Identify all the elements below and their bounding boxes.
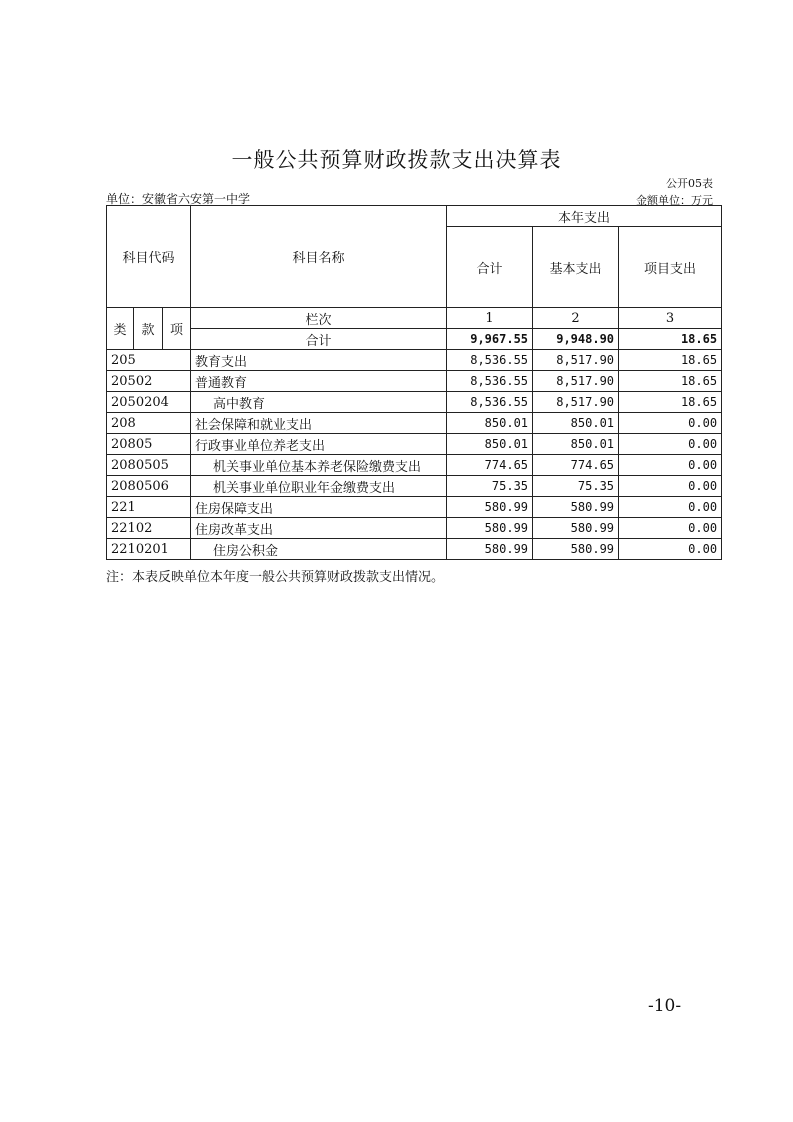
row-basic: 580.99 [533, 518, 619, 539]
header-subject-code: 科目代码 [107, 206, 191, 308]
row-code: 221 [107, 497, 191, 518]
table-row [107, 392, 722, 413]
row-project: 0.00 [619, 497, 722, 518]
header-column-seq: 栏次 [191, 308, 447, 329]
row-name: 行政事业单位养老支出 [191, 434, 447, 455]
row-name: 高中教育 [191, 392, 447, 413]
row-name: 社会保障和就业支出 [191, 413, 447, 434]
table-note: 注：本表反映单位本年度一般公共预算财政拨款支出情况。 [106, 570, 445, 585]
header-lei: 类 [107, 308, 134, 350]
unit-label: 单位：安徽省六安第一中学 [106, 192, 251, 206]
row-project: 0.00 [619, 476, 722, 497]
row-project: 18.65 [619, 371, 722, 392]
header-col-1: 1 [447, 308, 533, 329]
total-row-label: 合计 [191, 329, 447, 350]
row-total: 8,536.55 [447, 392, 533, 413]
header-total: 合计 [447, 227, 533, 308]
row-code: 208 [107, 413, 191, 434]
header-col-3: 3 [619, 308, 722, 329]
row-total: 580.99 [447, 518, 533, 539]
row-basic: 850.01 [533, 413, 619, 434]
row-basic: 8,517.90 [533, 350, 619, 371]
header-subject-name: 科目名称 [191, 206, 447, 308]
row-code: 2050204 [107, 392, 191, 413]
row-name: 机关事业单位职业年金缴费支出 [191, 476, 447, 497]
row-project: 0.00 [619, 518, 722, 539]
row-code: 20502 [107, 371, 191, 392]
row-project: 0.00 [619, 413, 722, 434]
row-total: 8,536.55 [447, 371, 533, 392]
row-basic: 774.65 [533, 455, 619, 476]
table-row [107, 539, 722, 560]
amount-unit-label: 金额单位：万元 [636, 194, 713, 207]
page-number: -10- [648, 996, 682, 1016]
row-basic: 850.01 [533, 434, 619, 455]
header-project: 项目支出 [619, 227, 722, 308]
page-title: 一般公共预算财政拨款支出决算表 [231, 148, 562, 172]
row-total: 850.01 [447, 413, 533, 434]
row-code: 2080506 [107, 476, 191, 497]
row-code: 205 [107, 350, 191, 371]
row-total: 774.65 [447, 455, 533, 476]
table-row [107, 434, 722, 455]
row-code: 2210201 [107, 539, 191, 560]
header-col-2: 2 [533, 308, 619, 329]
row-project: 18.65 [619, 350, 722, 371]
total-row-project: 18.65 [619, 329, 722, 350]
row-total: 75.35 [447, 476, 533, 497]
row-project: 0.00 [619, 455, 722, 476]
row-total: 580.99 [447, 497, 533, 518]
row-code: 22102 [107, 518, 191, 539]
header-xiang: 项 [163, 308, 191, 350]
row-basic: 8,517.90 [533, 371, 619, 392]
row-basic: 580.99 [533, 539, 619, 560]
form-number: 公开05表 [666, 177, 713, 190]
row-project: 18.65 [619, 392, 722, 413]
table-row [107, 413, 722, 434]
table-row [107, 371, 722, 392]
total-row-basic: 9,948.90 [533, 329, 619, 350]
row-name: 住房保障支出 [191, 497, 447, 518]
row-name: 机关事业单位基本养老保险缴费支出 [191, 455, 447, 476]
row-project: 0.00 [619, 434, 722, 455]
header-current-year: 本年支出 [447, 206, 722, 227]
total-row-total: 9,967.55 [447, 329, 533, 350]
row-name: 普通教育 [191, 371, 447, 392]
row-basic: 580.99 [533, 497, 619, 518]
table-row [107, 497, 722, 518]
row-name: 住房公积金 [191, 539, 447, 560]
row-basic: 75.35 [533, 476, 619, 497]
row-project: 0.00 [619, 539, 722, 560]
row-name: 教育支出 [191, 350, 447, 371]
table-row [107, 518, 722, 539]
table-row [107, 350, 722, 371]
expenditure-table [106, 205, 722, 560]
table-row [107, 476, 722, 497]
header-basic: 基本支出 [533, 227, 619, 308]
row-total: 8,536.55 [447, 350, 533, 371]
table-row [107, 455, 722, 476]
row-code: 2080505 [107, 455, 191, 476]
row-total: 580.99 [447, 539, 533, 560]
row-total: 850.01 [447, 434, 533, 455]
row-name: 住房改革支出 [191, 518, 447, 539]
header-kuan: 款 [134, 308, 163, 350]
row-basic: 8,517.90 [533, 392, 619, 413]
row-code: 20805 [107, 434, 191, 455]
